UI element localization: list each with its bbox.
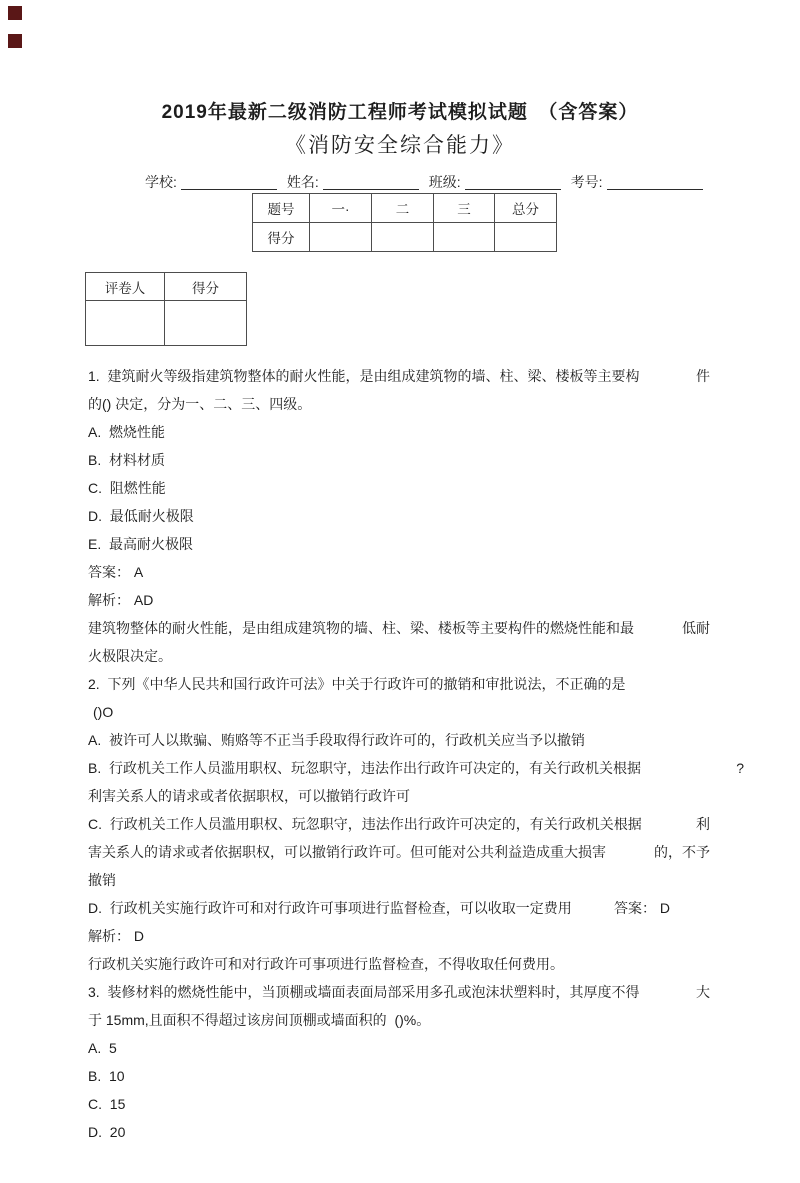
line-text: 害关系人的请求或者依据职权，可以撤销行政许可。但可能对公共利益造成重大损害	[88, 844, 606, 860]
line-text: A. 被许可人以欺骗、贿赂等不正当手段取得行政许可的，行政机关应当予以撤销	[88, 732, 586, 748]
line-text: C. 行政机关工作人员滥用职权、玩忽职守，违法作出行政许可决定的，有关行政机关根据	[88, 816, 642, 832]
line-text: 建筑物整体的耐火性能，是由组成建筑物的墙、柱、梁、楼板等主要构件的燃烧性能和最	[88, 620, 634, 636]
question-1-option-d	[88, 502, 710, 530]
question-1-analysis	[88, 586, 710, 614]
name-blank-line	[323, 174, 419, 190]
score-header-cell: 三	[434, 194, 495, 223]
line-tail: 答案： D	[614, 900, 670, 916]
line-text: 1. 建筑耐火等级指建筑物整体的耐火性能，是由组成建筑物的墙、柱、梁、楼板等主要构	[88, 368, 640, 384]
school-blank-line	[181, 174, 277, 190]
school-field	[145, 174, 277, 190]
question-1-option-e	[88, 530, 710, 558]
question-2-line-2	[88, 698, 710, 726]
line-text: 利害关系人的请求或者依据职权，可以撤销行政许可	[88, 788, 410, 804]
grader-header-row	[86, 273, 247, 301]
line-text: 于 15mm,且面积不得超过该房间顶棚或墙面积的 ()%。	[88, 1012, 431, 1028]
question-2-analysis	[88, 922, 710, 950]
student-info-row	[145, 174, 713, 190]
question-1-explanation-1	[88, 614, 710, 642]
line-tail: 低耐	[682, 620, 710, 636]
score-header-row	[253, 194, 557, 223]
line-tail: 利	[696, 816, 710, 832]
content-lines	[88, 362, 744, 1146]
line-text: 撤销	[88, 872, 116, 888]
line-text: C. 15	[88, 1096, 126, 1112]
question-2-option-c-2	[88, 838, 710, 866]
class-label: 班级:	[428, 174, 461, 190]
line-text: C. 阻燃性能	[88, 480, 166, 496]
question-1-line-1	[88, 362, 710, 390]
question-2-option-a	[88, 726, 710, 754]
line-text: D. 20	[88, 1124, 126, 1140]
question-3-option-a	[88, 1034, 710, 1062]
line-text: B. 材料材质	[88, 452, 166, 468]
question-1-option-b	[88, 446, 710, 474]
name-field	[287, 174, 419, 190]
question-2-line-1	[88, 670, 710, 698]
page-title: 2019年最新二级消防工程师考试模拟试题 （含答案）	[161, 102, 639, 123]
class-blank-line	[465, 174, 561, 190]
question-1-line-2	[88, 390, 710, 418]
question-1-option-a	[88, 418, 710, 446]
question-2-option-b-2	[88, 782, 710, 810]
grader-empty-cell	[86, 301, 165, 346]
line-text: 解析： D	[88, 928, 144, 944]
score-value-row	[253, 223, 557, 252]
score-header-cell: 题号	[253, 194, 310, 223]
line-tail: 件	[696, 368, 710, 384]
grader-empty-cell	[165, 301, 247, 346]
line-text: B. 行政机关工作人员滥用职权、玩忽职守，违法作出行政许可决定的，有关行政机关根据	[88, 760, 642, 776]
exam-number-blank-line	[607, 174, 703, 190]
question-2-option-d	[88, 894, 670, 922]
name-label: 姓名:	[286, 174, 319, 190]
class-field	[429, 174, 561, 190]
grader-value-row	[86, 301, 247, 346]
line-text: A. 5	[88, 1040, 117, 1056]
line-tail: ?	[736, 760, 744, 776]
grader-header-cell: 评卷人	[86, 273, 165, 301]
line-text: 2. 下列《中华人民共和国行政许可法》中关于行政许可的撤销和审批说法，不正确的是	[88, 676, 626, 692]
line-text: D. 行政机关实施行政许可和对行政许可事项进行监督检查，可以收取一定费用	[88, 900, 572, 916]
line-text: ()O	[93, 704, 114, 720]
score-empty-cell	[372, 223, 434, 252]
question-3-line-2	[88, 1006, 710, 1034]
line-text: B. 10	[88, 1068, 125, 1084]
question-2-explanation	[88, 950, 710, 978]
question-3-option-c	[88, 1090, 710, 1118]
question-1-explanation-2	[88, 642, 710, 670]
question-3-option-d	[88, 1118, 710, 1146]
grader-header-cell: 得分	[165, 273, 247, 301]
score-empty-cell	[434, 223, 495, 252]
line-text: 3. 装修材料的燃烧性能中，当顶棚或墙面表面局部采用多孔或泡沫状塑料时，其厚度不得	[88, 984, 640, 1000]
question-2-option-c-1	[88, 810, 710, 838]
score-empty-cell	[495, 223, 557, 252]
line-text: E. 最高耐火极限	[88, 536, 194, 552]
exam-number-field	[571, 174, 703, 190]
exam-number-label: 考号:	[570, 174, 603, 190]
question-1-answer	[88, 558, 710, 586]
line-tail: 的，不予	[654, 844, 710, 860]
question-3-option-b	[88, 1062, 710, 1090]
score-summary-table	[252, 193, 557, 252]
score-row-label: 得分	[253, 223, 310, 252]
score-header-cell: 一·	[310, 194, 372, 223]
line-text: 行政机关实施行政许可和对行政许可事项进行监督检查，不得收取任何费用。	[88, 956, 564, 972]
grader-table	[85, 272, 247, 346]
line-text: 的() 决定，分为一、二、三、四级。	[88, 396, 312, 412]
score-empty-cell	[310, 223, 372, 252]
page-subtitle: 《消防安全综合能力》	[285, 134, 515, 157]
line-text: 答案： A	[88, 564, 144, 580]
question-2-option-b-1	[88, 754, 744, 782]
line-text: 火极限决定。	[88, 648, 172, 664]
score-header-cell: 总分	[495, 194, 557, 223]
corner-marker-icon	[8, 6, 22, 20]
line-text: D. 最低耐火极限	[88, 508, 194, 524]
question-2-option-c-3	[88, 866, 710, 894]
line-text: 解析： AD	[88, 592, 154, 608]
line-text: A. 燃烧性能	[88, 424, 166, 440]
line-tail: 大	[696, 984, 710, 1000]
question-3-line-1	[88, 978, 710, 1006]
school-label: 学校:	[145, 174, 177, 190]
corner-marker-icon	[8, 34, 22, 48]
question-1-option-c	[88, 474, 710, 502]
score-header-cell: 二	[372, 194, 434, 223]
